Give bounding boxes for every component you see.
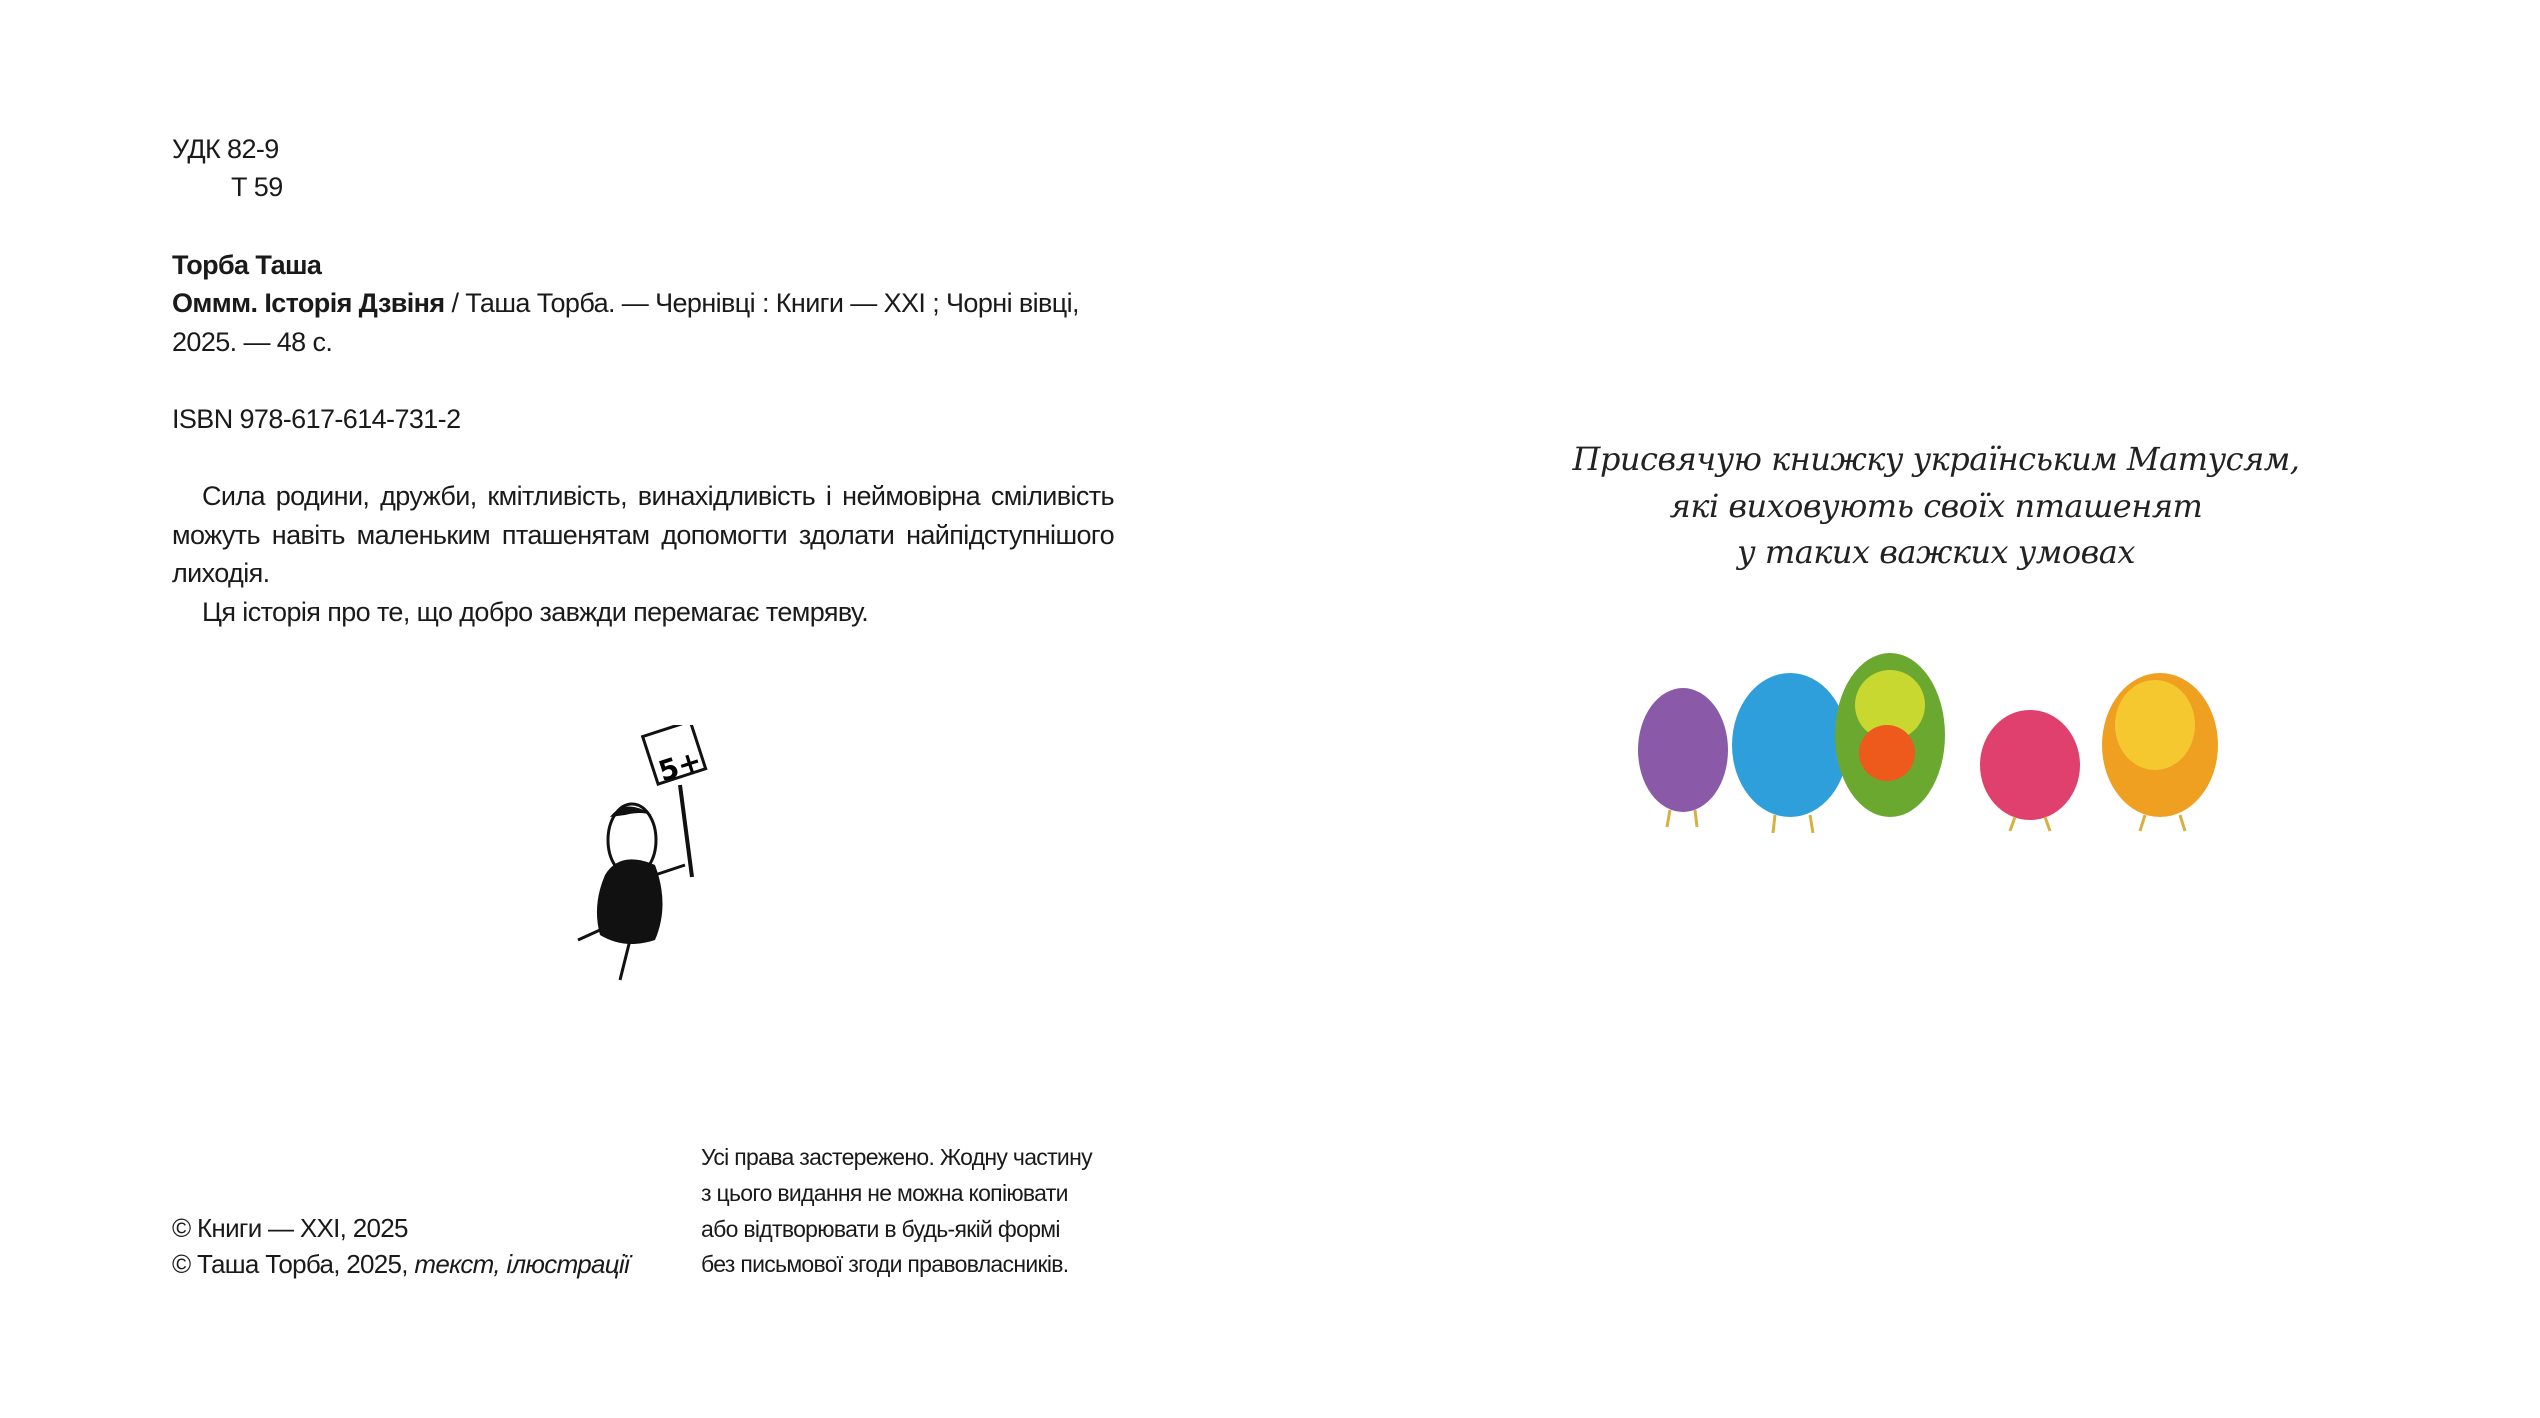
green-bird <box>1835 653 1945 817</box>
age-rating-text: 5+ <box>654 743 706 789</box>
bibliographic-record <box>172 284 1079 322</box>
annotation <box>172 477 1114 631</box>
pink-bird <box>1980 710 2080 831</box>
rights-line: або відтворювати в будь-якій формі <box>701 1216 1060 1242</box>
copyright-publisher: © Книги — XXI, 2025 <box>172 1213 408 1243</box>
purple-bird <box>1638 688 1728 827</box>
copyright-author-scope: текст, ілюстрації <box>414 1249 630 1279</box>
five-birds-illustration <box>1625 635 2245 835</box>
dedication <box>1536 436 2336 576</box>
rights-line: з цього видання не можна копіювати <box>701 1180 1068 1206</box>
author-name: Торба Таша <box>172 250 322 280</box>
annotation-paragraph: Сила родини, дружби, кмітливість, винахідливість і неймовірна сміливість можуть навіть маленьким пташенятам допомогти здолати найпідступнішого лиходія. <box>172 481 1114 588</box>
sheep-age-sign-illustration <box>570 725 720 990</box>
rights-line: без письмової згоди правовласників. <box>701 1251 1069 1277</box>
publication-year-pages: 2025. — 48 с. <box>172 327 333 357</box>
orange-bird <box>2102 673 2218 831</box>
udk-code: УДК 82-9 <box>172 134 279 164</box>
blue-bird <box>1732 673 1848 833</box>
dedication-line: у таких важких умовах <box>1737 533 2135 571</box>
publication-info: / Таша Торба. — Чернівці : Книги — XXI ; Чорні вівці, <box>444 288 1079 318</box>
annotation-paragraph: Ця історія про те, що добро завжди перемагає темряву. <box>202 596 869 627</box>
author-sign: Т 59 <box>231 172 283 202</box>
dedication-line: які виховують своїх пташенят <box>1669 486 2203 525</box>
copyright-author <box>172 1246 629 1282</box>
rights-line: Усі права застережено. Жодну частину <box>701 1144 1092 1170</box>
book-title: Оммм. Історія Дзвіня <box>172 288 445 318</box>
isbn: ISBN 978-617-614-731-2 <box>172 404 461 434</box>
copyright-author-prefix: © Таша Торба, 2025, <box>172 1249 415 1279</box>
dedication-line: Присвячую книжку українським Матусям, <box>1572 440 2300 478</box>
